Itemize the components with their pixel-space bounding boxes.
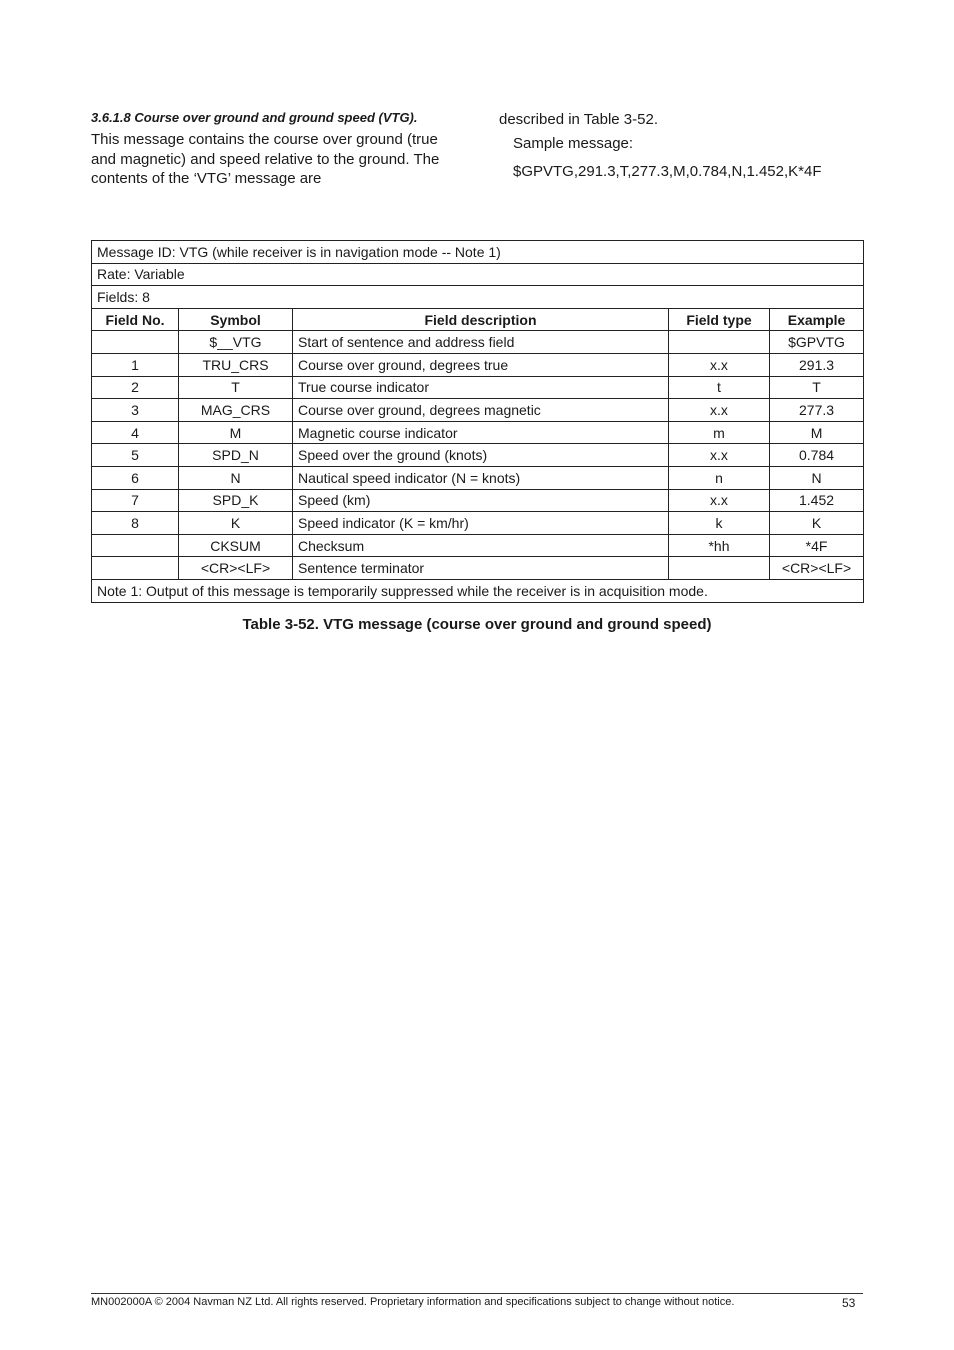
- field-type-cell: x.x: [669, 444, 770, 467]
- table-row: [92, 444, 864, 467]
- field-description-cell: Speed over the ground (knots): [293, 444, 669, 467]
- section-heading: 3.6.1.8 Course over ground and ground speed (VTG).: [91, 110, 418, 125]
- example-cell: <CR><LF>: [770, 557, 864, 580]
- field-description-cell: Sentence terminator: [293, 557, 669, 580]
- field-description-cell: Checksum: [293, 534, 669, 557]
- symbol-cell: M: [179, 421, 293, 444]
- footer-divider: [91, 1293, 863, 1294]
- page-number: 53: [842, 1296, 856, 1310]
- field-no-cell: 2: [92, 376, 179, 399]
- field-type-cell: *hh: [669, 534, 770, 557]
- section-body: This message contains the course over ground (true and magnetic) and speed relative to the ground. The contents of the ‘VTG’ message are: [91, 131, 440, 187]
- sample-label: Sample message:: [513, 135, 634, 152]
- symbol-cell: SPD_N: [179, 444, 293, 467]
- table-row: [92, 353, 864, 376]
- example-cell: T: [770, 376, 864, 399]
- field-type-cell: k: [669, 512, 770, 535]
- field-no-cell: 7: [92, 489, 179, 512]
- rate-row: [92, 263, 864, 286]
- field-no-cell: [92, 534, 179, 557]
- field-description-cell: Magnetic course indicator: [293, 421, 669, 444]
- example-cell: *4F: [770, 534, 864, 557]
- field-type-cell: [669, 557, 770, 580]
- symbol-cell: TRU_CRS: [179, 353, 293, 376]
- table-row: [92, 399, 864, 422]
- table-row: [92, 512, 864, 535]
- field-description-cell: True course indicator: [293, 376, 669, 399]
- header-field-type: Field type: [669, 308, 770, 331]
- symbol-cell: CKSUM: [179, 534, 293, 557]
- field-type-cell: m: [669, 421, 770, 444]
- field-no-cell: 5: [92, 444, 179, 467]
- field-no-cell: 6: [92, 466, 179, 489]
- field-no-cell: 8: [92, 512, 179, 535]
- footer-copyright: MN002000A © 2004 Navman NZ Ltd. All rights reserved. Proprietary information and specifications subject to change without notice.: [91, 1296, 735, 1308]
- symbol-cell: K: [179, 512, 293, 535]
- right-column: [499, 110, 879, 181]
- field-no-cell: 4: [92, 421, 179, 444]
- symbol-cell: N: [179, 466, 293, 489]
- field-type-cell: x.x: [669, 353, 770, 376]
- symbol-cell: T: [179, 376, 293, 399]
- field-no-cell: 3: [92, 399, 179, 422]
- symbol-cell: MAG_CRS: [179, 399, 293, 422]
- fields-count: Fields: 8: [92, 286, 864, 309]
- rate: Rate: Variable: [92, 263, 864, 286]
- table-row: [92, 376, 864, 399]
- example-cell: 0.784: [770, 444, 864, 467]
- table-row: [92, 557, 864, 580]
- example-cell: K: [770, 512, 864, 535]
- example-cell: 277.3: [770, 399, 864, 422]
- header-example: Example: [770, 308, 864, 331]
- table-row: [92, 489, 864, 512]
- field-description-cell: Course over ground, degrees magnetic: [293, 399, 669, 422]
- note-row: [92, 579, 864, 602]
- section-continuation: described in Table 3-52.: [499, 111, 658, 128]
- field-type-cell: t: [669, 376, 770, 399]
- symbol-cell: SPD_K: [179, 489, 293, 512]
- symbol-cell: $__VTG: [179, 331, 293, 354]
- field-description-cell: Speed indicator (K = km/hr): [293, 512, 669, 535]
- vtg-table: [91, 240, 864, 603]
- example-cell: $GPVTG: [770, 331, 864, 354]
- header-field-description: Field description: [293, 308, 669, 331]
- left-column: [91, 110, 441, 189]
- field-description-cell: Speed (km): [293, 489, 669, 512]
- field-no-cell: [92, 331, 179, 354]
- header-symbol: Symbol: [179, 308, 293, 331]
- table-row: [92, 534, 864, 557]
- table-row: [92, 466, 864, 489]
- field-type-cell: n: [669, 466, 770, 489]
- example-cell: N: [770, 466, 864, 489]
- field-description-cell: Nautical speed indicator (N = knots): [293, 466, 669, 489]
- table-caption: Table 3-52. VTG message (course over ground and ground speed): [242, 616, 712, 633]
- symbol-cell: <CR><LF>: [179, 557, 293, 580]
- fields-row: [92, 286, 864, 309]
- example-cell: 291.3: [770, 353, 864, 376]
- table-note: Note 1: Output of this message is temporarily suppressed while the receiver is in acquisition mode.: [92, 579, 864, 602]
- table-row: [92, 421, 864, 444]
- field-type-cell: x.x: [669, 489, 770, 512]
- field-no-cell: 1: [92, 353, 179, 376]
- field-type-cell: [669, 331, 770, 354]
- example-cell: 1.452: [770, 489, 864, 512]
- field-no-cell: [92, 557, 179, 580]
- table-row: [92, 331, 864, 354]
- example-cell: M: [770, 421, 864, 444]
- header-field-no: Field No.: [92, 308, 179, 331]
- sample-message: $GPVTG,291.3,T,277.3,M,0.784,N,1.452,K*4F: [513, 163, 822, 180]
- message-id-row: [92, 241, 864, 264]
- header-row: [92, 308, 864, 331]
- field-description-cell: Course over ground, degrees true: [293, 353, 669, 376]
- message-id: Message ID: VTG (while receiver is in navigation mode -- Note 1): [92, 241, 864, 264]
- field-type-cell: x.x: [669, 399, 770, 422]
- field-description-cell: Start of sentence and address field: [293, 331, 669, 354]
